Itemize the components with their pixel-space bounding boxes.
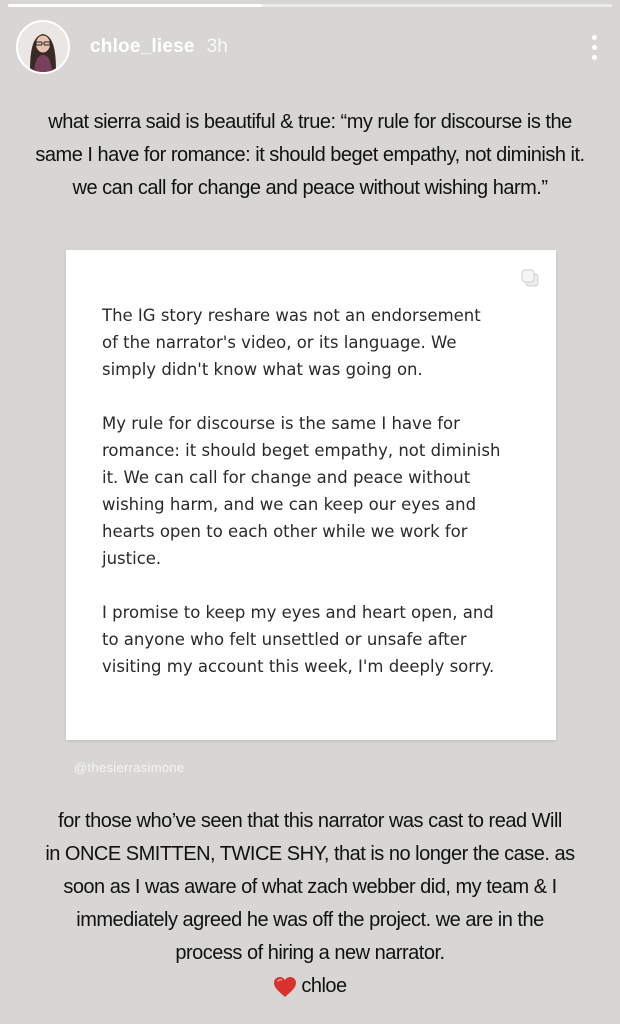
caption-line: same I have for romance: it should beget empathy, not diminish it.	[35, 144, 585, 166]
username[interactable]: chloe_liese	[90, 36, 195, 57]
statement-line: hearts open to each other while we work for	[102, 522, 468, 541]
vertical-ellipsis-icon[interactable]	[584, 29, 604, 65]
statement-line: it. We can call for change and peace without	[102, 468, 471, 487]
story-timestamp: 3h	[206, 36, 228, 57]
story-header	[16, 18, 604, 76]
statement-line: wishing harm, and we can keep our eyes and	[102, 495, 477, 514]
quoted-statement-card	[66, 250, 556, 740]
statement-paragraph	[102, 410, 542, 572]
statement-line: My rule for discourse is the same I have for	[102, 414, 460, 433]
caption-top	[20, 106, 600, 205]
statement-line: of the narrator's video, or its language. We	[102, 333, 457, 352]
avatar[interactable]	[16, 20, 70, 74]
caption-line: for those who’ve seen that this narrator was cast to read Will	[58, 810, 562, 832]
statement-line: visiting my account this week, I'm deeply sorry.	[102, 657, 495, 676]
statement-line: I promise to keep my eyes and heart open, and	[102, 603, 494, 622]
story-progress-bar	[8, 4, 612, 7]
watermark: @thesierrasimone	[74, 760, 185, 775]
signature: chloe	[301, 975, 347, 997]
statement-line: to anyone who felt unsettled or unsafe after	[102, 630, 467, 649]
statement-line: The IG story reshare was not an endorsement	[102, 306, 481, 325]
caption-line: what sierra said is beautiful & true: “my rule for discourse is the	[48, 111, 572, 133]
caption-line: process of hiring a new narrator.	[175, 942, 445, 964]
statement-line: simply didn't know what was going on.	[102, 360, 423, 379]
statement-line: justice.	[102, 549, 162, 568]
story-progress-fill	[8, 4, 262, 7]
caption-line: soon as I was aware of what zach webber did, my team & I	[63, 876, 557, 898]
caption-line: in ONCE SMITTEN, TWICE SHY, that is no longer the case. as	[45, 843, 575, 865]
caption-line: we can call for change and peace without wishing harm.”	[72, 177, 548, 199]
statement-text	[102, 302, 542, 707]
signature-line	[20, 970, 600, 1003]
profile-photo	[18, 22, 68, 72]
caption-line: immediately agreed he was off the project. we are in the	[76, 909, 544, 931]
copy-icon[interactable]	[520, 268, 540, 288]
statement-paragraph	[102, 599, 542, 680]
statement-paragraph	[102, 302, 542, 383]
statement-line: romance: it should beget empathy, not diminish	[102, 441, 501, 460]
caption-bottom	[20, 805, 600, 1003]
red-heart-icon	[273, 976, 297, 998]
